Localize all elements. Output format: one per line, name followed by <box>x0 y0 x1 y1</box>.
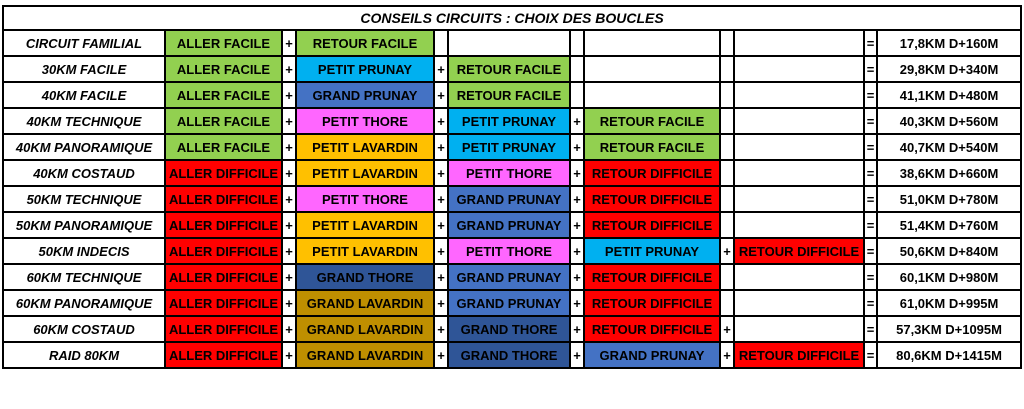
operator-cell: + <box>434 56 448 82</box>
operator-cell <box>720 108 734 134</box>
loop-cell: ALLER DIFFICILE <box>165 290 282 316</box>
distance-result: 41,1KM D+480M <box>877 82 1021 108</box>
distance-result: 40,3KM D+560M <box>877 108 1021 134</box>
empty-cell <box>734 108 864 134</box>
operator-cell: + <box>570 108 584 134</box>
circuit-name: CIRCUIT FAMILIAL <box>3 30 165 56</box>
operator-cell: = <box>864 82 877 108</box>
loop-cell: ALLER DIFFICILE <box>165 186 282 212</box>
operator-cell <box>720 290 734 316</box>
operator-cell: + <box>570 316 584 342</box>
distance-result: 38,6KM D+660M <box>877 160 1021 186</box>
operator-cell: + <box>720 342 734 368</box>
loop-cell: GRAND THORE <box>448 316 570 342</box>
loop-cell: GRAND LAVARDIN <box>296 342 434 368</box>
operator-cell: = <box>864 134 877 160</box>
loop-cell: RETOUR DIFFICILE <box>584 316 720 342</box>
table-row <box>3 186 1021 212</box>
operator-cell: + <box>434 264 448 290</box>
loop-cell: RETOUR FACILE <box>296 30 434 56</box>
operator-cell: = <box>864 316 877 342</box>
loop-cell: RETOUR DIFFICILE <box>584 290 720 316</box>
loop-cell: GRAND PRUNAY <box>448 290 570 316</box>
operator-cell: = <box>864 186 877 212</box>
circuits-table <box>2 5 1022 369</box>
operator-cell: = <box>864 238 877 264</box>
operator-cell: + <box>570 264 584 290</box>
table-row <box>3 30 1021 56</box>
operator-cell: + <box>434 160 448 186</box>
empty-cell <box>734 160 864 186</box>
loop-cell: ALLER DIFFICILE <box>165 264 282 290</box>
loop-cell: ALLER DIFFICILE <box>165 212 282 238</box>
table-row <box>3 82 1021 108</box>
loop-cell: PETIT THORE <box>448 238 570 264</box>
table-row <box>3 56 1021 82</box>
distance-result: 51,0KM D+780M <box>877 186 1021 212</box>
table-title: CONSEILS CIRCUITS : CHOIX DES BOUCLES <box>3 6 1021 30</box>
operator-cell: + <box>282 238 296 264</box>
operator-cell: + <box>720 238 734 264</box>
loop-cell: PETIT LAVARDIN <box>296 134 434 160</box>
operator-cell: = <box>864 108 877 134</box>
distance-result: 40,7KM D+540M <box>877 134 1021 160</box>
operator-cell: + <box>282 134 296 160</box>
operator-cell: + <box>570 238 584 264</box>
operator-cell <box>720 160 734 186</box>
loop-cell: PETIT LAVARDIN <box>296 212 434 238</box>
loop-cell: PETIT LAVARDIN <box>296 238 434 264</box>
empty-cell <box>734 82 864 108</box>
empty-cell <box>734 134 864 160</box>
loop-cell: PETIT THORE <box>296 108 434 134</box>
loop-cell: RETOUR FACILE <box>584 134 720 160</box>
operator-cell <box>570 30 584 56</box>
distance-result: 51,4KM D+760M <box>877 212 1021 238</box>
table-row <box>3 264 1021 290</box>
loop-cell: ALLER DIFFICILE <box>165 342 282 368</box>
loop-cell: RETOUR DIFFICILE <box>584 160 720 186</box>
operator-cell: + <box>434 212 448 238</box>
circuit-name: 50KM INDECIS <box>3 238 165 264</box>
empty-cell <box>584 56 720 82</box>
loop-cell: ALLER DIFFICILE <box>165 316 282 342</box>
loop-cell: ALLER FACILE <box>165 56 282 82</box>
operator-cell: + <box>720 316 734 342</box>
loop-cell: PETIT LAVARDIN <box>296 160 434 186</box>
circuit-name: 40KM COSTAUD <box>3 160 165 186</box>
loop-cell: ALLER FACILE <box>165 30 282 56</box>
loop-cell: RETOUR DIFFICILE <box>584 264 720 290</box>
circuit-name: 50KM TECHNIQUE <box>3 186 165 212</box>
table-row <box>3 212 1021 238</box>
operator-cell <box>720 30 734 56</box>
circuit-name: RAID 80KM <box>3 342 165 368</box>
operator-cell: + <box>282 30 296 56</box>
operator-cell: = <box>864 160 877 186</box>
operator-cell: + <box>570 212 584 238</box>
distance-result: 61,0KM D+995M <box>877 290 1021 316</box>
loop-cell: RETOUR FACILE <box>448 82 570 108</box>
empty-cell <box>734 290 864 316</box>
operator-cell: + <box>434 238 448 264</box>
empty-cell <box>734 186 864 212</box>
operator-cell: = <box>864 56 877 82</box>
empty-cell <box>734 30 864 56</box>
loop-cell: GRAND THORE <box>296 264 434 290</box>
loop-cell: ALLER FACILE <box>165 108 282 134</box>
loop-cell: PETIT THORE <box>296 186 434 212</box>
operator-cell <box>720 264 734 290</box>
operator-cell: + <box>282 56 296 82</box>
loop-cell: GRAND THORE <box>448 342 570 368</box>
table-row <box>3 316 1021 342</box>
circuit-name: 60KM COSTAUD <box>3 316 165 342</box>
empty-cell <box>734 316 864 342</box>
distance-result: 80,6KM D+1415M <box>877 342 1021 368</box>
table-row <box>3 134 1021 160</box>
operator-cell: + <box>282 342 296 368</box>
circuit-name: 60KM PANORAMIQUE <box>3 290 165 316</box>
operator-cell: + <box>434 186 448 212</box>
operator-cell: + <box>282 290 296 316</box>
loop-cell: RETOUR FACILE <box>584 108 720 134</box>
operator-cell: + <box>434 316 448 342</box>
operator-cell: = <box>864 342 877 368</box>
circuit-name: 60KM TECHNIQUE <box>3 264 165 290</box>
circuit-name: 40KM PANORAMIQUE <box>3 134 165 160</box>
operator-cell: + <box>570 342 584 368</box>
empty-cell <box>584 30 720 56</box>
operator-cell: + <box>434 108 448 134</box>
circuit-name: 40KM TECHNIQUE <box>3 108 165 134</box>
operator-cell: = <box>864 30 877 56</box>
operator-cell: = <box>864 212 877 238</box>
operator-cell: + <box>434 290 448 316</box>
operator-cell: + <box>282 316 296 342</box>
loop-cell: GRAND PRUNAY <box>448 264 570 290</box>
operator-cell <box>720 212 734 238</box>
circuit-name: 50KM PANORAMIQUE <box>3 212 165 238</box>
loop-cell: RETOUR DIFFICILE <box>584 186 720 212</box>
operator-cell: = <box>864 264 877 290</box>
table-body <box>3 6 1021 368</box>
circuit-name: 40KM FACILE <box>3 82 165 108</box>
distance-result: 50,6KM D+840M <box>877 238 1021 264</box>
operator-cell <box>720 82 734 108</box>
table-row <box>3 108 1021 134</box>
loop-cell: GRAND PRUNAY <box>448 186 570 212</box>
empty-cell <box>448 30 570 56</box>
loop-cell: RETOUR FACILE <box>448 56 570 82</box>
loop-cell: RETOUR DIFFICILE <box>584 212 720 238</box>
empty-cell <box>734 264 864 290</box>
loop-cell: GRAND PRUNAY <box>584 342 720 368</box>
table-row <box>3 342 1021 368</box>
loop-cell: PETIT PRUNAY <box>584 238 720 264</box>
table-row <box>3 238 1021 264</box>
operator-cell <box>570 56 584 82</box>
operator-cell: + <box>570 186 584 212</box>
title-row <box>3 6 1021 30</box>
table-row <box>3 290 1021 316</box>
loop-cell: RETOUR DIFFICILE <box>734 342 864 368</box>
loop-cell: PETIT PRUNAY <box>448 134 570 160</box>
distance-result: 17,8KM D+160M <box>877 30 1021 56</box>
operator-cell <box>720 186 734 212</box>
loop-cell: ALLER DIFFICILE <box>165 238 282 264</box>
operator-cell: + <box>282 186 296 212</box>
operator-cell: = <box>864 290 877 316</box>
operator-cell: + <box>282 212 296 238</box>
operator-cell: + <box>570 160 584 186</box>
empty-cell <box>734 56 864 82</box>
operator-cell: + <box>434 82 448 108</box>
loop-cell: ALLER FACILE <box>165 82 282 108</box>
operator-cell <box>434 30 448 56</box>
loop-cell: ALLER FACILE <box>165 134 282 160</box>
operator-cell: + <box>434 134 448 160</box>
loop-cell: GRAND PRUNAY <box>448 212 570 238</box>
empty-cell <box>584 82 720 108</box>
operator-cell: + <box>434 342 448 368</box>
operator-cell <box>720 134 734 160</box>
loop-cell: PETIT THORE <box>448 160 570 186</box>
operator-cell: + <box>282 108 296 134</box>
loop-cell: GRAND LAVARDIN <box>296 316 434 342</box>
loop-cell: RETOUR DIFFICILE <box>734 238 864 264</box>
operator-cell: + <box>282 160 296 186</box>
loop-cell: GRAND LAVARDIN <box>296 290 434 316</box>
loop-cell: PETIT PRUNAY <box>448 108 570 134</box>
operator-cell: + <box>282 82 296 108</box>
empty-cell <box>734 212 864 238</box>
operator-cell: + <box>282 264 296 290</box>
operator-cell <box>720 56 734 82</box>
distance-result: 60,1KM D+980M <box>877 264 1021 290</box>
table-row <box>3 160 1021 186</box>
loop-cell: ALLER DIFFICILE <box>165 160 282 186</box>
loop-cell: GRAND PRUNAY <box>296 82 434 108</box>
distance-result: 29,8KM D+340M <box>877 56 1021 82</box>
operator-cell: + <box>570 134 584 160</box>
circuit-name: 30KM FACILE <box>3 56 165 82</box>
operator-cell: + <box>570 290 584 316</box>
distance-result: 57,3KM D+1095M <box>877 316 1021 342</box>
loop-cell: PETIT PRUNAY <box>296 56 434 82</box>
operator-cell <box>570 82 584 108</box>
